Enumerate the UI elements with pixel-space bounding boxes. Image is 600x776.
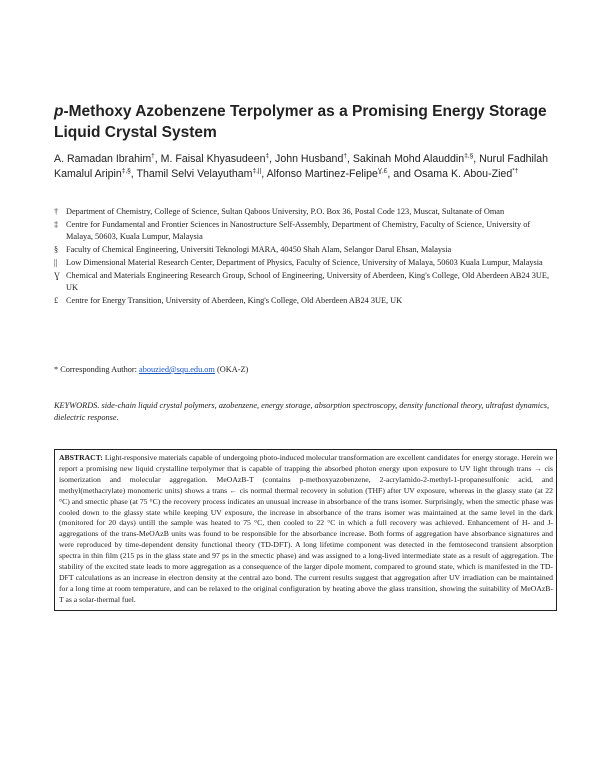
author: Sakinah Mohd Alauddin‡,§,: [352, 152, 480, 165]
author-list: [54, 152, 554, 182]
affiliation-text: Centre for Energy Transition, University of Aberdeen, King's College, Old Aberdeen AB24 3UE, UK: [66, 296, 403, 306]
affiliation-text: Chemical and Materials Engineering Research Group, School of Engineering, University of Aberdeen, King's College, Old Aberdeen AB24 3UE, UK: [66, 271, 550, 292]
author: Nurul Fadhilah Kamalul Aripin‡,§,: [54, 153, 549, 180]
affiliation-text: Department of Chemistry, College of Science, Sultan Qaboos University, P.O. Box 36, Postal Code 123, Muscat, Sultanate of Oman: [66, 207, 505, 216]
abstract-box: [54, 449, 557, 611]
affiliation: [54, 244, 554, 256]
affiliation-symbol: §: [54, 244, 59, 254]
author: John Husband†,: [275, 152, 353, 165]
affiliation-symbol: £: [54, 296, 59, 306]
abstract-label: ABSTRACT:: [59, 453, 103, 462]
affiliation: [54, 270, 554, 293]
title-prefix: p: [54, 103, 64, 120]
affiliation-text: Faculty of Chemical Engineering, Universiti Teknologi MARA, 40450 Shah Alam, Selangor Darul Ehsan, Malaysia: [66, 244, 452, 254]
affiliation-symbol: ||: [54, 258, 58, 268]
author: Alfonso Martinez-Felipe$^{Ɣ,£}$, and: [266, 167, 414, 180]
title-main: -Methoxy Azobenzene Terpolymer as a Promising Energy Storage Liquid Crystal System: [54, 103, 547, 141]
paper-title: [54, 101, 554, 143]
affiliation: [54, 257, 554, 269]
abstract-text: Light-responsive materials capable of undergoing photo-induced molecular transformation are excellent candidates for energy storage. Herein we report a promising new liquid crystalline terpolymer that is capable of trapping the absorbed photon energy upon exposure to UV light through trans → cis isomerization and molecular aggregation. MeOAzB-T (contains p-methoxyazobenzene, 2-acrylamido-2-methyl-1-propanesulfonic acid, and methyl(methacrylate) monomeric units) shows a trans ← cis normal thermal recovery in solution (THF) after UV exposure, whereas in the glassy state (at 22 °C) and smectic phase (at 75 °C) the recovery process indicates an unusual increase in absorbance of the trans isomer. Surprisingly, when the smectic phase was cooled down to the glassy state while keeping UV exposure, the increase in absorbance of the trans isomer was maintained at the same level in the dark (monitored for 20 days) untill the sample was heated to 75 °C, then cooled to 22 °C in which a full recovery was achieved. Enhancement of H- and J-aggregations of the trans-MeOAzB units was found to be responsible for the absorbance increase. Both forms of aggregation have absorbance signatures and were reproduced by time-dependent density functional theory (TD-DFT). A long lifetime component was detected in the femtosecond transient absorption spectra in thin film (215 ps in the glass state and 97 ps in the smectic phase) and was assigned to a long-lived intermediate state as a result of aggregation. The stability of the excited state leads to more aggregation as a consequence of the larger dipole moment, compared to ground state, which is manifested in the TD-DFT calculations as an increase in electron density at the central azo bond. The current results suggest that aggregation after UV irradiation can be maintained for a long time at room temperature, and can be relaxed to the original configuration by heating above the glass transition, showing the suitability of MeOAzB-T as a solar-thermal fuel.: [59, 453, 553, 604]
corresponding-suffix: (OKA-Z): [214, 365, 249, 374]
affiliation-list: [54, 206, 554, 308]
affiliation-text: Centre for Fundamental and Frontier Sciences in Nanostructure Self-Assembly, Department of Chemistry, Faculty of Science, University of Malaya, 50603, Kuala Lumpur, Malaysia: [66, 220, 531, 241]
email-link[interactable]: abouzied@squ.edu.om: [139, 365, 215, 374]
author: Osama K. Abou-Zied*†: [413, 167, 519, 180]
corresponding-author: [54, 364, 554, 375]
affiliation: [54, 295, 554, 307]
affiliation: [54, 219, 554, 242]
author: A. Ramadan Ibrahim†,: [54, 152, 161, 165]
keywords: KEYWORDS. side-chain liquid crystal polymers, azobenzene, energy storage, absorption spectroscopy, density functional theory, ultrafast dynamics, dielectric response.: [54, 401, 550, 422]
affiliation-symbol: ‡: [54, 220, 59, 230]
affiliation: [54, 206, 554, 218]
affiliation-symbol: †: [54, 207, 59, 216]
affiliation-symbol: Ɣ: [54, 271, 60, 281]
author: Thamil Selvi Velayutham‡,||,: [136, 167, 267, 180]
corresponding-prefix: * Corresponding Author:: [54, 365, 140, 374]
affiliation-text: Low Dimensional Material Research Center, Department of Physics, Faculty of Science, University of Malaya, 50603 Kuala Lumpur, Malaysia: [66, 258, 543, 268]
author: M. Faisal Khyasudeen‡,: [160, 152, 276, 165]
